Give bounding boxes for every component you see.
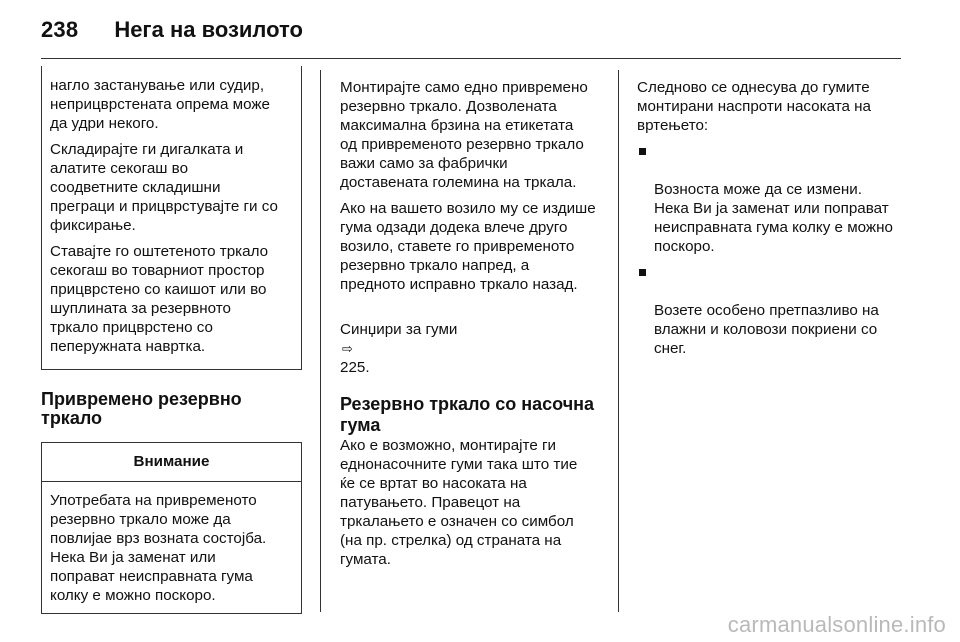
column-divider [618,70,619,612]
section-heading: Привремено резервно тркало [41,389,242,428]
watermark: carmanualsonline.info [727,612,946,637]
bullet-list [637,142,907,358]
cross-reference-page: 225. [340,359,370,376]
list-item-text: Возете особено претпазливо на влажни и коловози покриени со снег. [654,302,879,357]
column-right [637,78,907,365]
arrow-reference-icon: ⇨ [342,341,353,356]
caution-paragraph: Ставајте го оштетеното тркало секогаш во товарниот простор прицврстено со каишот или во шуплината за резервното тркало прицврстено со пеперужната навртка. [50,243,269,355]
caution-paragraph: нагло застанување или судир, неприцврстената опрема може да удри некого. [50,77,270,132]
body-paragraph: Монтирајте само едно привремено резервно тркало. Дозволената максимална брзина на етикетата од привременото резервно тркало важи само за фабрички доставената големина на тркала. [340,79,588,191]
cross-reference-text: Синџири за гуми [340,321,458,338]
list-item [637,142,907,256]
warning-box-title: Внимание [42,443,301,482]
caution-paragraph: Складирајте ги дигалката и алатите секогаш во соодветните складишни преграци и прицврстувајте ги со фиксирање. [50,141,278,234]
list-item [637,263,907,358]
column-left [41,66,302,614]
body-paragraph: Ако е возможно, монтирајте ги еднонасочните гуми така што тие ќе се вртат во насоката на патувањето. Правецот на тркалањето е означен со симбол (на пр. стрелка) од страната на гумата. [340,437,578,568]
header-rule [41,58,901,59]
subheading: Резервно тркало со насочна гума [340,394,595,435]
column-divider [320,70,321,612]
square-bullet-icon [639,269,646,276]
list-item-text: Возноста може да се измени. Нека Ви ја заменат или поправат неисправната гума колку е можно поскоро. [654,181,893,255]
body-paragraph: Ако на вашето возило му се издише гума одзади додека влече друго возило, ставете го привременото резервно тркало напред, а предното исправно тркало назад. [340,200,596,293]
warning-box-body: Употребата на привременото резервно тркало може да повлијае врз возната состојба. Нека Ви ја заменат или поправат неисправната гума колку е можно поскоро. [50,492,267,604]
caution-box-continued [41,66,302,370]
body-paragraph: Следново се однесува до гумите монтирани наспроти насоката на вртењето: [637,79,871,134]
square-bullet-icon [639,148,646,155]
warning-box [41,442,302,614]
column-middle [340,78,605,576]
page-header [41,12,303,48]
page-number: 238 [41,17,79,42]
cross-reference[interactable] [340,301,605,377]
page-title: Нега на возилото [114,17,303,42]
